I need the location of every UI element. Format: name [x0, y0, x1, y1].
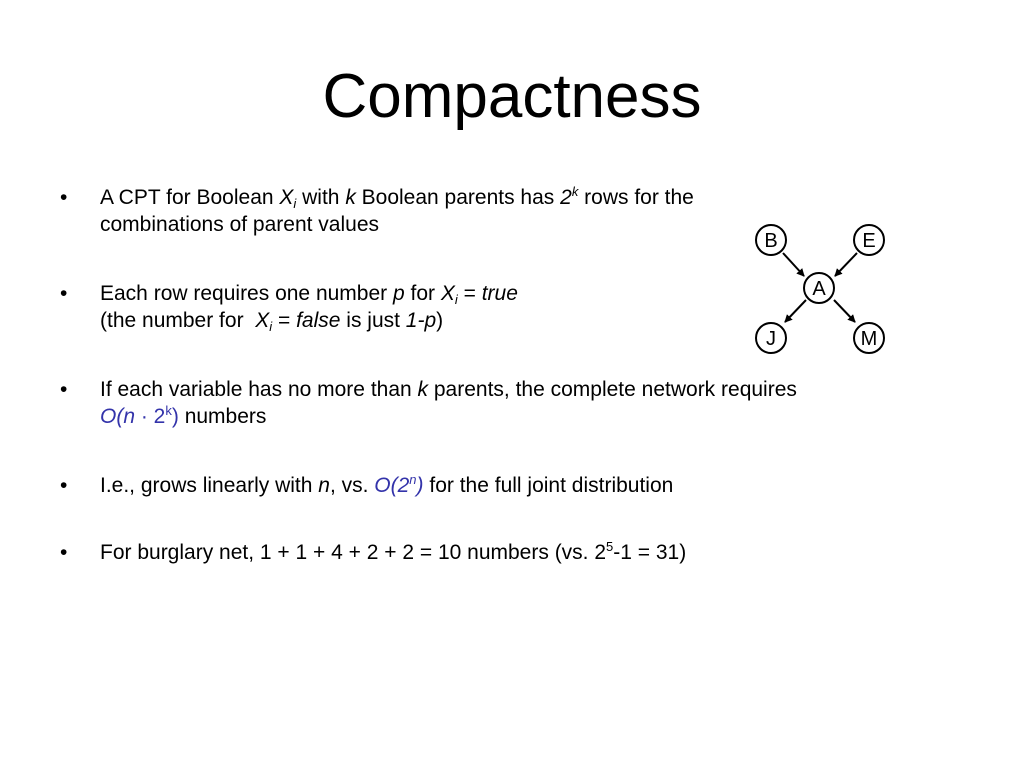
math-value: true	[481, 282, 518, 305]
math-value: 1-p	[405, 309, 437, 332]
math-value: false	[296, 309, 341, 332]
bullet-line	[100, 376, 797, 403]
math-expr: 2	[147, 405, 166, 428]
bullet-text	[100, 280, 518, 334]
bullet-text	[100, 184, 694, 238]
text-run: For burglary net, 1 + 1 + 4 + 2 + 2 = 10 numbers (vs. 2	[100, 541, 607, 564]
text-run: A CPT for Boolean	[100, 186, 280, 209]
burglary-network-diagram	[745, 220, 895, 360]
math-var: X	[440, 282, 455, 305]
text-run: =	[457, 282, 482, 305]
math-expr: )	[416, 474, 424, 497]
math-subscript: i	[269, 319, 273, 334]
bullet-line: combinations of parent values	[100, 213, 379, 236]
bullet-line	[100, 539, 686, 566]
text-run: )	[436, 309, 444, 332]
text-run: for	[404, 282, 441, 305]
node-b	[756, 225, 786, 255]
bullet-marker: •	[60, 474, 68, 497]
node-e	[854, 225, 884, 255]
node-label: A	[812, 278, 826, 300]
math-expr: O(2	[374, 474, 410, 497]
bullet-line	[100, 184, 694, 211]
node-a	[804, 273, 834, 303]
node-m	[854, 323, 884, 353]
edge-a-to-m	[834, 300, 855, 322]
node-label: B	[764, 230, 778, 252]
math-var: k	[345, 186, 356, 209]
bullet-text	[100, 539, 686, 566]
edge-a-to-j	[785, 300, 806, 322]
math-dot: ·	[140, 405, 148, 428]
text-run: (the number for	[100, 309, 256, 332]
bullet-text	[100, 376, 797, 430]
bullet-marker: •	[60, 282, 68, 305]
math-superscript: k	[165, 403, 172, 418]
text-run: Each row requires one number	[100, 282, 393, 305]
node-label: E	[862, 230, 876, 252]
text-run: , vs.	[329, 474, 375, 497]
complexity-expression	[100, 405, 179, 428]
math-expr: )	[171, 405, 179, 428]
bullet-line	[100, 472, 673, 499]
math-var: X	[279, 186, 294, 209]
bullet-line	[100, 280, 518, 307]
bullet-marker: •	[60, 186, 68, 209]
bullet-marker: •	[60, 378, 68, 401]
bullet-line	[100, 307, 518, 334]
text-run: numbers	[178, 405, 267, 428]
text-run: is just	[340, 309, 406, 332]
text-run: I.e., grows linearly with	[100, 474, 319, 497]
text-run: with	[296, 186, 346, 209]
math-superscript: 5	[606, 539, 614, 554]
math-expr: O(n	[100, 405, 141, 428]
complexity-expression	[374, 474, 423, 497]
math-subscript: i	[293, 196, 297, 211]
bullet-line	[100, 403, 797, 430]
text-run: Boolean parents has	[355, 186, 561, 209]
math-subscript: i	[454, 292, 458, 307]
edge-e-to-a	[835, 253, 857, 276]
bullet-marker: •	[60, 541, 68, 564]
text-run: rows for the	[578, 186, 694, 209]
text-run: =	[272, 309, 297, 332]
bullet-text	[100, 472, 673, 499]
text-run: -1 = 31)	[613, 541, 687, 564]
math-superscript: n	[409, 472, 417, 487]
math-superscript: k	[571, 184, 579, 199]
slide-title: Compactness	[322, 62, 702, 131]
node-j	[756, 323, 786, 353]
node-label: M	[860, 328, 878, 350]
node-label: J	[766, 328, 776, 350]
math-var: n	[318, 474, 330, 497]
math-var: p	[393, 282, 405, 305]
math-var: 2	[560, 186, 572, 209]
text-run: parents, the complete network requires	[428, 378, 797, 401]
math-var: X	[255, 309, 270, 332]
text-run: for the full joint distribution	[423, 474, 674, 497]
text-run: If each variable has no more than	[100, 378, 418, 401]
edge-b-to-a	[783, 253, 804, 276]
math-var: k	[417, 378, 429, 401]
